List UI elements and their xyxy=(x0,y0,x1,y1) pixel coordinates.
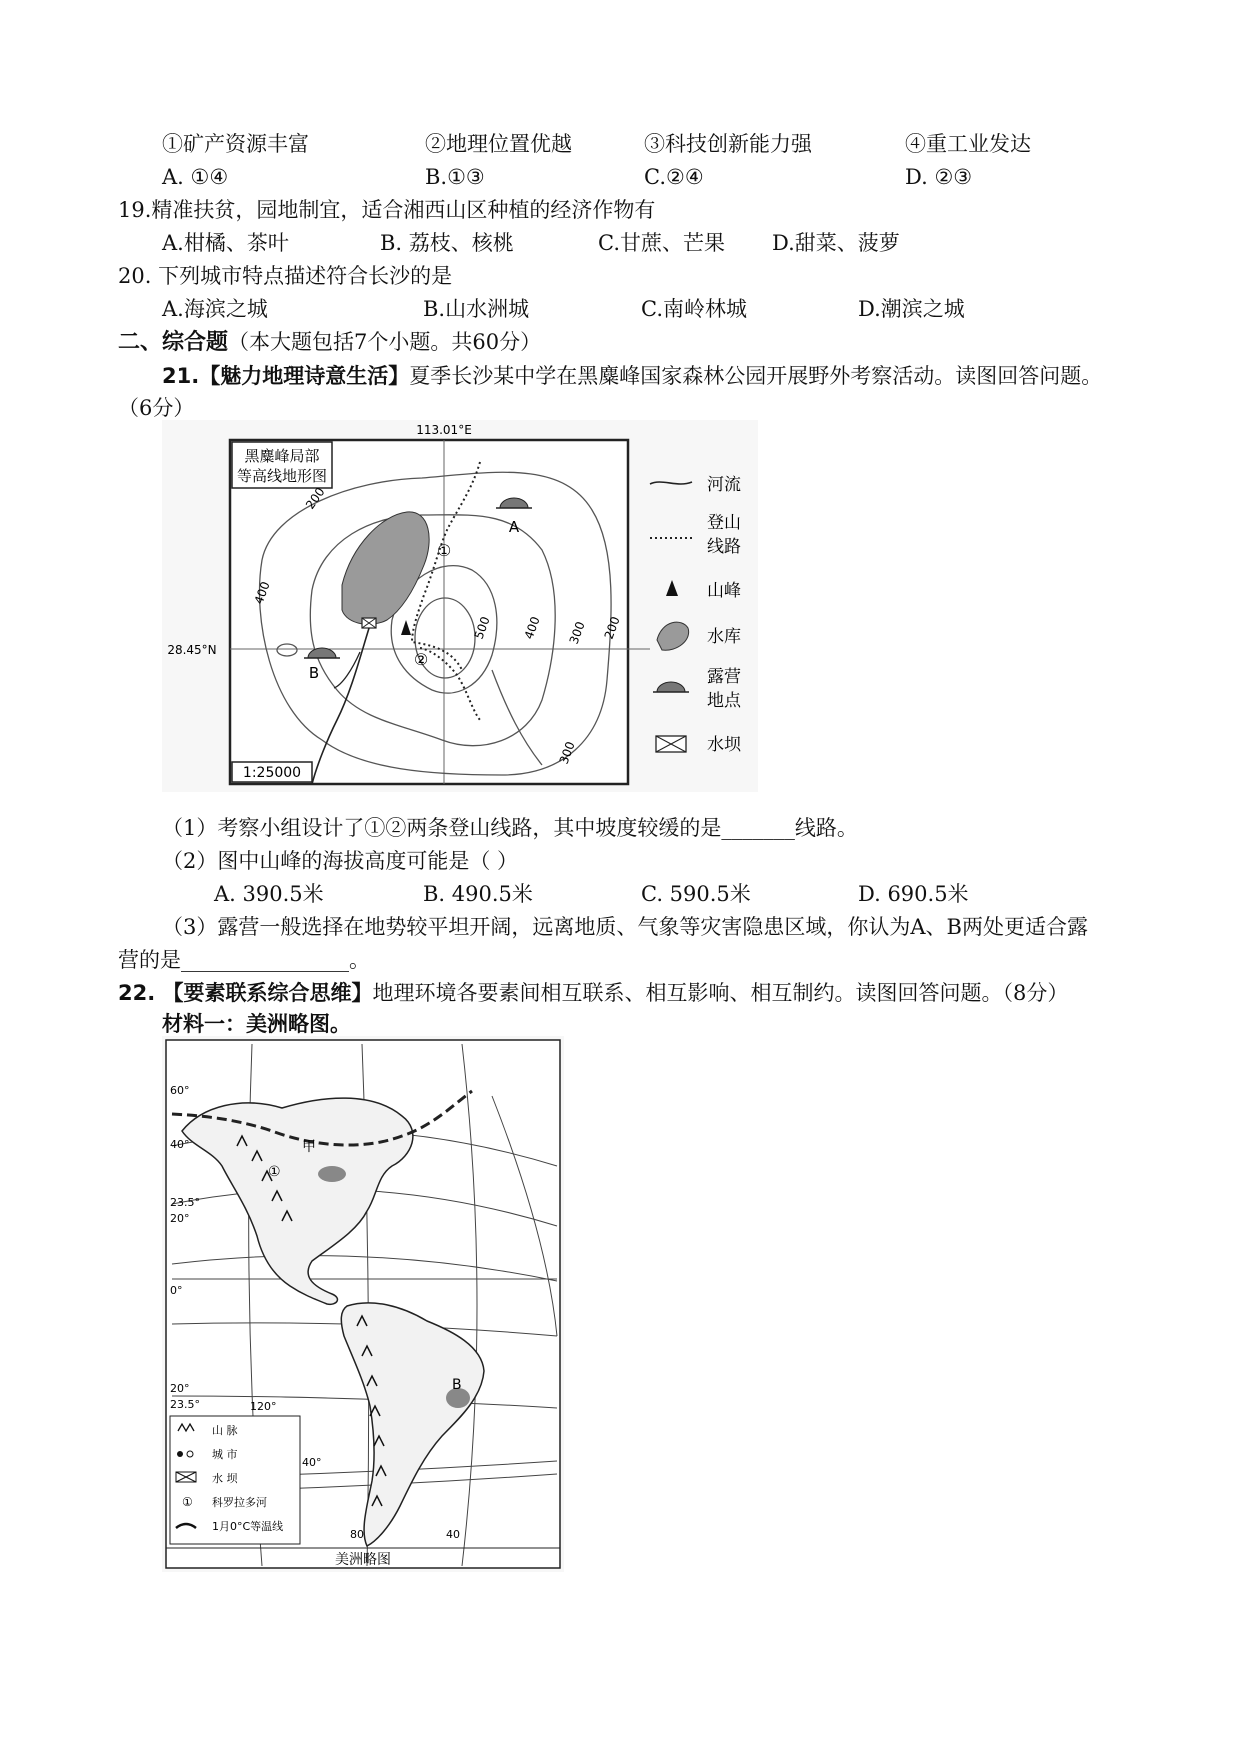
q22-stem xyxy=(118,979,1068,1007)
map1-legend-river: 河流 xyxy=(707,475,741,495)
map2-label-1: ① xyxy=(268,1164,281,1180)
q21-stem xyxy=(162,362,1102,390)
map2-label-jia: 甲 xyxy=(302,1139,316,1155)
map1-legend-route-2: 线路 xyxy=(707,537,741,557)
q20-stem: 20. 下列城市特点描述符合长沙的是 xyxy=(118,264,453,288)
q18-option-1: ①矿产资源丰富 xyxy=(162,132,309,156)
q18-choice-c: C.②④ xyxy=(644,165,704,189)
q21-sub-2: （2）图中山峰的海拔高度可能是（ ） xyxy=(162,849,519,873)
map2-legend-river-symbol: ① xyxy=(182,1495,193,1509)
section-2-note: （本大题包括7个小题。共60分） xyxy=(228,330,542,354)
map1-contour-400b: 400 xyxy=(521,614,543,642)
map1-contour-400a: 400 xyxy=(251,579,273,607)
q18-choice-b: B.①③ xyxy=(425,165,485,189)
q19-stem: 19.精准扶贫，园地制宜，适合湘西山区种植的经济作物有 xyxy=(118,198,656,222)
q18-choice-a: A. ①④ xyxy=(162,165,229,189)
map2-lat-0: 0° xyxy=(170,1284,183,1297)
map2-lat-20s: 20° xyxy=(170,1382,190,1395)
map2-legend-mountain: 山 脉 xyxy=(212,1424,238,1437)
map1-longitude: 113.01°E xyxy=(416,423,472,437)
q19-choice-d: D.甜菜、菠萝 xyxy=(772,231,900,255)
q19-choice-a: A.柑橘、茶叶 xyxy=(162,231,289,255)
map1-route-2: ② xyxy=(413,650,429,669)
map2-legend-city: 城 市 xyxy=(212,1448,238,1461)
q22-material-1: 材料一：美洲略图。 xyxy=(162,1012,351,1036)
section-2-header xyxy=(118,328,541,357)
map1-title-2: 等高线地形图 xyxy=(236,467,328,485)
map1-legend-reservoir: 水库 xyxy=(707,627,741,647)
q21-score: （6分） xyxy=(118,396,195,420)
q18-option-2: ②地理位置优越 xyxy=(425,132,572,156)
map2-legend-dam: 水 坝 xyxy=(212,1472,238,1485)
q21-number: 21.【魅力地理诗意生活】 xyxy=(162,364,410,388)
map1-legend-dam: 水坝 xyxy=(707,735,741,755)
map1-scale: 1:25000 xyxy=(242,765,302,781)
q21-sub-3-line-1: （3）露营一般选择在地势较平坦开阔，远离地质、气象等灾害隐患区域，你认为A、B两处更适合露 xyxy=(162,915,1088,939)
q20-choice-a: A.海滨之城 xyxy=(162,297,268,321)
q21-sub-1: （1）考察小组设计了①②两条登山线路，其中坡度较缓的是_______线路。 xyxy=(162,816,858,840)
americas-map-figure xyxy=(162,1036,564,1572)
map1-legend-route-1: 登山 xyxy=(707,513,741,533)
q21-sub2-choice-c: C. 590.5米 xyxy=(641,882,751,906)
map2-lat-40: 40° xyxy=(170,1138,190,1151)
q18-choice-d: D. ②③ xyxy=(905,165,973,189)
q19-choice-c: C.甘蔗、芒果 xyxy=(598,231,725,255)
q21-sub-3-line-2: 营的是________________。 xyxy=(118,948,370,972)
q21-sub2-choice-a: A. 390.5米 xyxy=(214,882,324,906)
q22-stem-text: 地理环境各要素间相互联系、相互影响、相互制约。读图回答问题。（8分） xyxy=(372,981,1069,1005)
map2-lat-40s: 40° xyxy=(302,1456,322,1469)
map1-title-1: 黑麋峰局部 xyxy=(244,447,320,465)
map1-label-b: B xyxy=(308,664,320,682)
q20-choice-d: D.潮滨之城 xyxy=(858,297,965,321)
map1-contour-200a: 200 xyxy=(302,484,328,512)
q22-number: 22. 【要素联系综合思维】 xyxy=(118,981,373,1005)
map1-label-a: A xyxy=(508,518,520,536)
contour-map-figure xyxy=(162,420,758,792)
map1-legend-camp-1: 露营 xyxy=(707,667,741,687)
section-2-title: 二、综合题 xyxy=(118,330,229,355)
map1-route-1: ① xyxy=(436,541,452,560)
q21-sub2-choice-b: B. 490.5米 xyxy=(423,882,533,906)
map1-contour-300a: 300 xyxy=(566,619,588,647)
map2-lat-20n: 20° xyxy=(170,1212,190,1225)
q21-stem-text: 夏季长沙某中学在黑麋峰国家森林公园开展野外考察活动。读图回答问题。 xyxy=(409,364,1103,388)
contour-map xyxy=(162,420,758,792)
q20-choice-b: B.山水洲城 xyxy=(423,297,530,321)
map1-latitude: 28.45°N xyxy=(167,643,217,657)
map2-lat-23-5n: 23.5° xyxy=(170,1196,200,1209)
map2-lon-40: 40 xyxy=(446,1528,460,1541)
map2-caption: 美洲略图 xyxy=(335,1552,391,1568)
map1-contour-200b: 200 xyxy=(601,614,623,642)
q20-choice-c: C.南岭林城 xyxy=(641,297,747,321)
americas-map xyxy=(162,1036,564,1572)
map2-lon-80: 80 xyxy=(350,1528,364,1541)
map2-lat-60: 60° xyxy=(170,1084,190,1097)
map2-legend-isotherm: 1月0°C等温线 xyxy=(212,1520,284,1533)
map2-lat-23-5s: 23.5° xyxy=(170,1398,200,1411)
map1-contour-300b: 300 xyxy=(556,739,578,767)
q19-choice-b: B. 荔枝、核桃 xyxy=(380,231,514,255)
map1-contour-500: 500 xyxy=(471,614,493,642)
map2-legend-river: 科罗拉多河 xyxy=(212,1496,267,1509)
q18-option-3: ③科技创新能力强 xyxy=(644,132,812,156)
map2-label-b: B xyxy=(452,1377,462,1393)
map2-lon-120: 120° xyxy=(250,1400,277,1413)
map1-legend-camp-2: 地点 xyxy=(707,691,741,711)
q21-sub2-choice-d: D. 690.5米 xyxy=(858,882,969,906)
q18-option-4: ④重工业发达 xyxy=(905,132,1031,156)
map1-legend-peak: 山峰 xyxy=(707,581,741,601)
